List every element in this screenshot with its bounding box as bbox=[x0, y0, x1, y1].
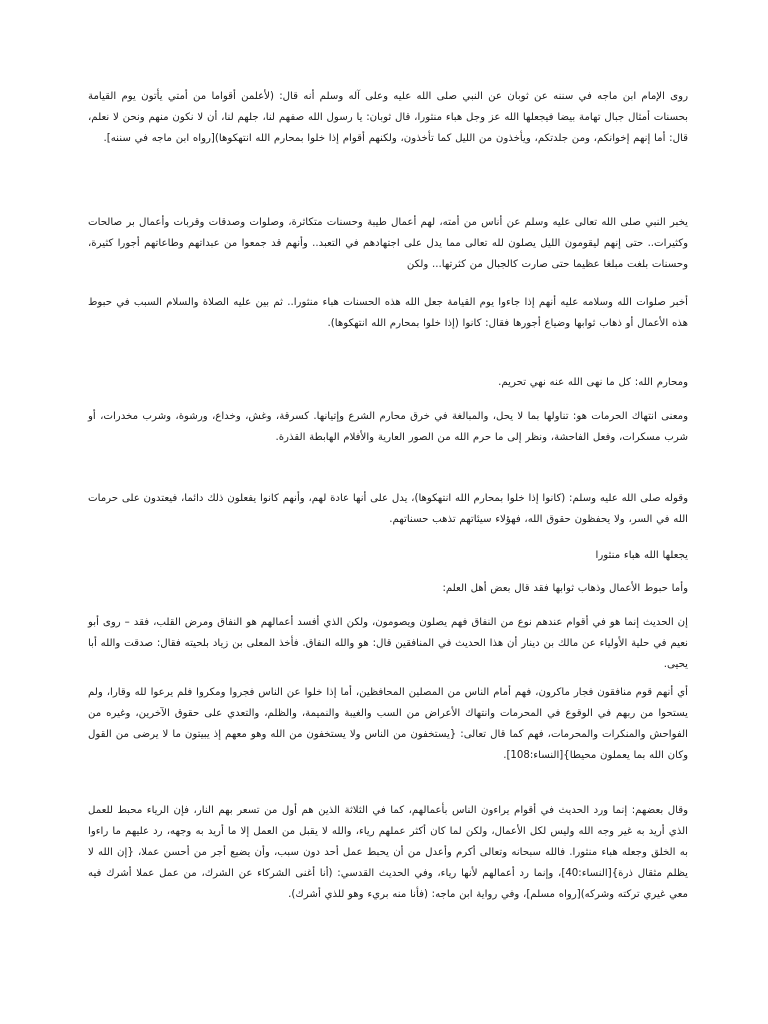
paragraph-definition: ومحارم الله: كل ما نهى الله عنه نهي تحريم. bbox=[498, 377, 688, 388]
paragraph-hadith: روى الإمام ابن ماجه في سننه عن ثوبان عن النبي صلى الله عليه وعلى آله وسلم أنه قال: (لأعلمن أقواما من أمتي يأتون يوم القيامة بحسنات أمثال جبال تهامة بيضا فيجعلها الله عز وجل هباء منثورا، قال ثوبان: يا رسول الله صفهم لنا، جلهم لنا، أن لا نكون منهم ونحن لا نعلم، قال: أما إنهم إخوانكم، ومن جلدتكم، ويأخذون من الليل كما تأخذون، ولكنهم أقوام إذا خلوا بمحارم الله انتهكوها)[رواه ابن ماجه في سننه]. bbox=[88, 91, 688, 144]
paragraph-hypocrisy: إن الحديث إنما هو في أقوام عندهم نوع من النفاق فهم يصلون ويصومون، ولكن الذي أفسد أعمالهم هو النفاق ومرض القلب، فقد – روى أبو نعيم في حلية الأولياء عن مالك بن دينار أن هذا الحديث في المنافقين قال: هو والله النفاق. فأخذ المعلى بن زياد بلحيته فقال: صدقت والله أبا يحيى. bbox=[88, 617, 688, 670]
paragraph-violation-meaning: ومعنى انتهاك الحرمات هو: تناولها بما لا يحل، والمبالغة في خرق محارم الشرع وإتيانها. كسرقة، وغش، وخداع، ورشوة، وشرب مخدرات، أو شرب مسكرات، وفعل الفاحشة، ونظر إلى ما حرم الله من الصور العارية والأفلام الهابطة القذرة. bbox=[88, 411, 688, 443]
paragraph-reason: أخبر صلوات الله وسلامه عليه أنهم إذا جاءوا يوم القيامة جعل الله هذه الحسنات هباء منثورا.. ثم بين عليه الصلاة والسلام السبب في حبوط هذه الأعمال أو ذهاب ثوابها وضياع أجورها فقال: كانوا (إذا خلوا بمحارم الله انتهكوها). bbox=[88, 297, 688, 329]
paragraph-hypocrites: أي أنهم قوم منافقون فجار ماكرون، فهم أمام الناس من المصلين المحافظين، أما إذا خلوا عن الناس فجروا ومكروا فلم يرعوا لله وقارا، ولم يستحوا من ربهم في الوقوع في المحرمات وانتهاك الأعراض من السب والغيبة والنميمة، والظلم، والتعدي على حقوق الآخرين، وغيره من الفواحش والمنكرات والمحرمات، فهم كما قال تعالى: {يستخفون من الناس ولا يستخفون من الله وهو معهم إذ يبيتون ما لا يرضى من القول وكان الله بما يعملون محيطا}[النساء:108]. bbox=[88, 687, 688, 761]
paragraph-showing-off: وقال بعضهم: إنما ورد الحديث في أقوام يراءون الناس بأعمالهم، كما في الثلاثة الذين هم أول من تسعر بهم النار، فإن الرياء محبط للعمل الذي أريد به غير وجه الله وليس لكل الأعمال، ولكن لما كان أكثر عملهم رياء، والله لا يقبل من العمل إلا ما أريد به وجهه، رد عليهم ما راءوا به الخلق وجعله هباء منثورا. فالله سبحانه وتعالى أكرم وأعدل من أن يحبط عمل أحد دون سبب، وأن يضيع أجر من أحسن عملا، {إن الله لا يظلم مثقال ذرة}[النساء:40]، وإنما رد أعمالهم لأنها رياء، وفي الحديث القدسي: (أنا أغنى الشركاء عن الشرك، من عمل عملا أشرك فيه معي غيري تركته وشركه)[رواه مسلم]، وفي رواية ابن ماجه: (فأنا منه بريء وهو للذي أشرك). bbox=[88, 805, 689, 900]
paragraph-intro-scholars: وأما حبوط الأعمال وذهاب ثوابها فقد قال بعض أهل العلم: bbox=[442, 583, 688, 594]
paragraph-explanation: يخبر النبي صلى الله تعالى عليه وسلم عن أناس من أمته، لهم أعمال طيبة وحسنات متكاثرة، وصلوات وصدقات وقربات وأعمال بر صالحات وكثيرات.. حتى إنهم ليقومون الليل يصلون لله تعالى مما يدل على اجتهادهم في التعبد.. وأنهم قد جمعوا من عبداتهم وطاعاتهم أجورا كثيرة، وحسنات بلغت مبلغا عظيما حتى صارت كالجبال من كثرتها... ولكن bbox=[88, 217, 688, 270]
section-heading: يجعلها الله هباء منثورا bbox=[595, 550, 688, 561]
paragraph-habit: وقوله صلى الله عليه وسلم: (كانوا إذا خلوا بمحارم الله انتهكوها)، يدل على أنها عادة لهم، وأنهم كانوا يفعلون ذلك دائما، فيعتدون على حرمات الله في السر، ولا يحفظون حقوق الله، فهؤلاء سيئاتهم تذهب حسناتهم. bbox=[88, 493, 688, 525]
